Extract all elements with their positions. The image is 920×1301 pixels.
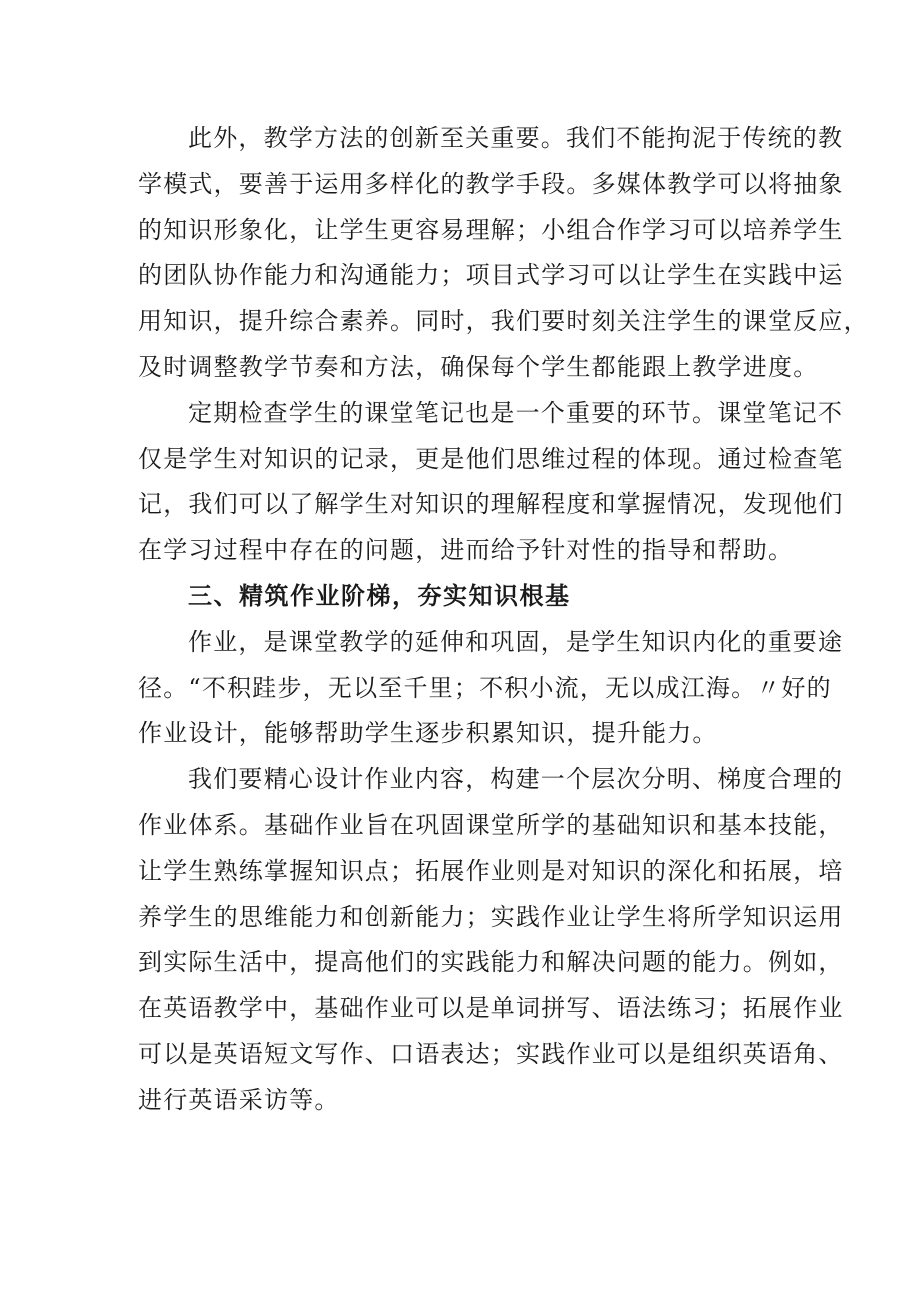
text-line: 在学习过程中存在的问题，进而给予针对性的指导和帮助。 <box>138 536 794 565</box>
text-line: 作业设计，能够帮助学生逐步积累知识，提升能力。 <box>138 719 718 748</box>
paragraph-homework-design <box>138 757 844 1123</box>
text-line: 可以是英语短文写作、口语表达；实践作业可以是组织英语角、 <box>138 1039 844 1068</box>
text-line: 作业体系。基础作业旨在巩固课堂所学的基础知识和基本技能， <box>138 810 844 839</box>
text-line: 及时调整教学节奏和方法，确保每个学生都能跟上教学进度。 <box>138 352 819 381</box>
text-line: 在英语教学中，基础作业可以是单词拼写、语法练习；拓展作业 <box>138 994 844 1023</box>
text-line: 记，我们可以了解学生对知识的理解程度和掌握情况，发现他们 <box>138 490 844 519</box>
text-line: 让学生熟练掌握知识点；拓展作业则是对知识的深化和拓展，培 <box>138 856 844 885</box>
text-line: 用知识，提升综合素养。同时，我们要时刻关注学生的课堂反应， <box>138 307 869 336</box>
text-line: 的知识形象化，让学生更容易理解；小组合作学习可以培养学生 <box>138 215 844 244</box>
document-body <box>138 116 869 1124</box>
section-heading: 三、精筑作业阶梯，夯实知识根基 <box>188 581 571 610</box>
paragraph-homework-intro <box>138 620 844 757</box>
text-line: 我们要精心设计作业内容，构建一个层次分明、梯度合理的 <box>188 765 844 794</box>
text-line: 仅是学生对知识的记录，更是他们思维过程的体现。通过检查笔 <box>138 444 844 473</box>
text-line: 的团队协作能力和沟通能力；项目式学习可以让学生在实践中运 <box>138 261 844 290</box>
text-line: 学模式，要善于运用多样化的教学手段。多媒体教学可以将抽象 <box>138 169 844 198</box>
text-line: 定期检查学生的课堂笔记也是一个重要的环节。课堂笔记不 <box>188 398 844 427</box>
text-line: 此外，教学方法的创新至关重要。我们不能拘泥于传统的教 <box>188 124 844 152</box>
text-line: 进行英语采访等。 <box>138 1085 340 1114</box>
paragraph-teaching-methods <box>138 116 869 391</box>
text-line: 养学生的思维能力和创新能力；实践作业让学生将所学知识运用 <box>138 902 844 931</box>
paragraph-class-notes <box>138 391 844 574</box>
text-line: 径。“不积跬步，无以至千里；不积小流，无以成江海。〃好的 <box>138 673 832 702</box>
text-line: 到实际生活中，提高他们的实践能力和解决问题的能力。例如， <box>138 948 844 977</box>
text-line: 作业，是课堂教学的延伸和巩固，是学生知识内化的重要途 <box>188 627 844 656</box>
